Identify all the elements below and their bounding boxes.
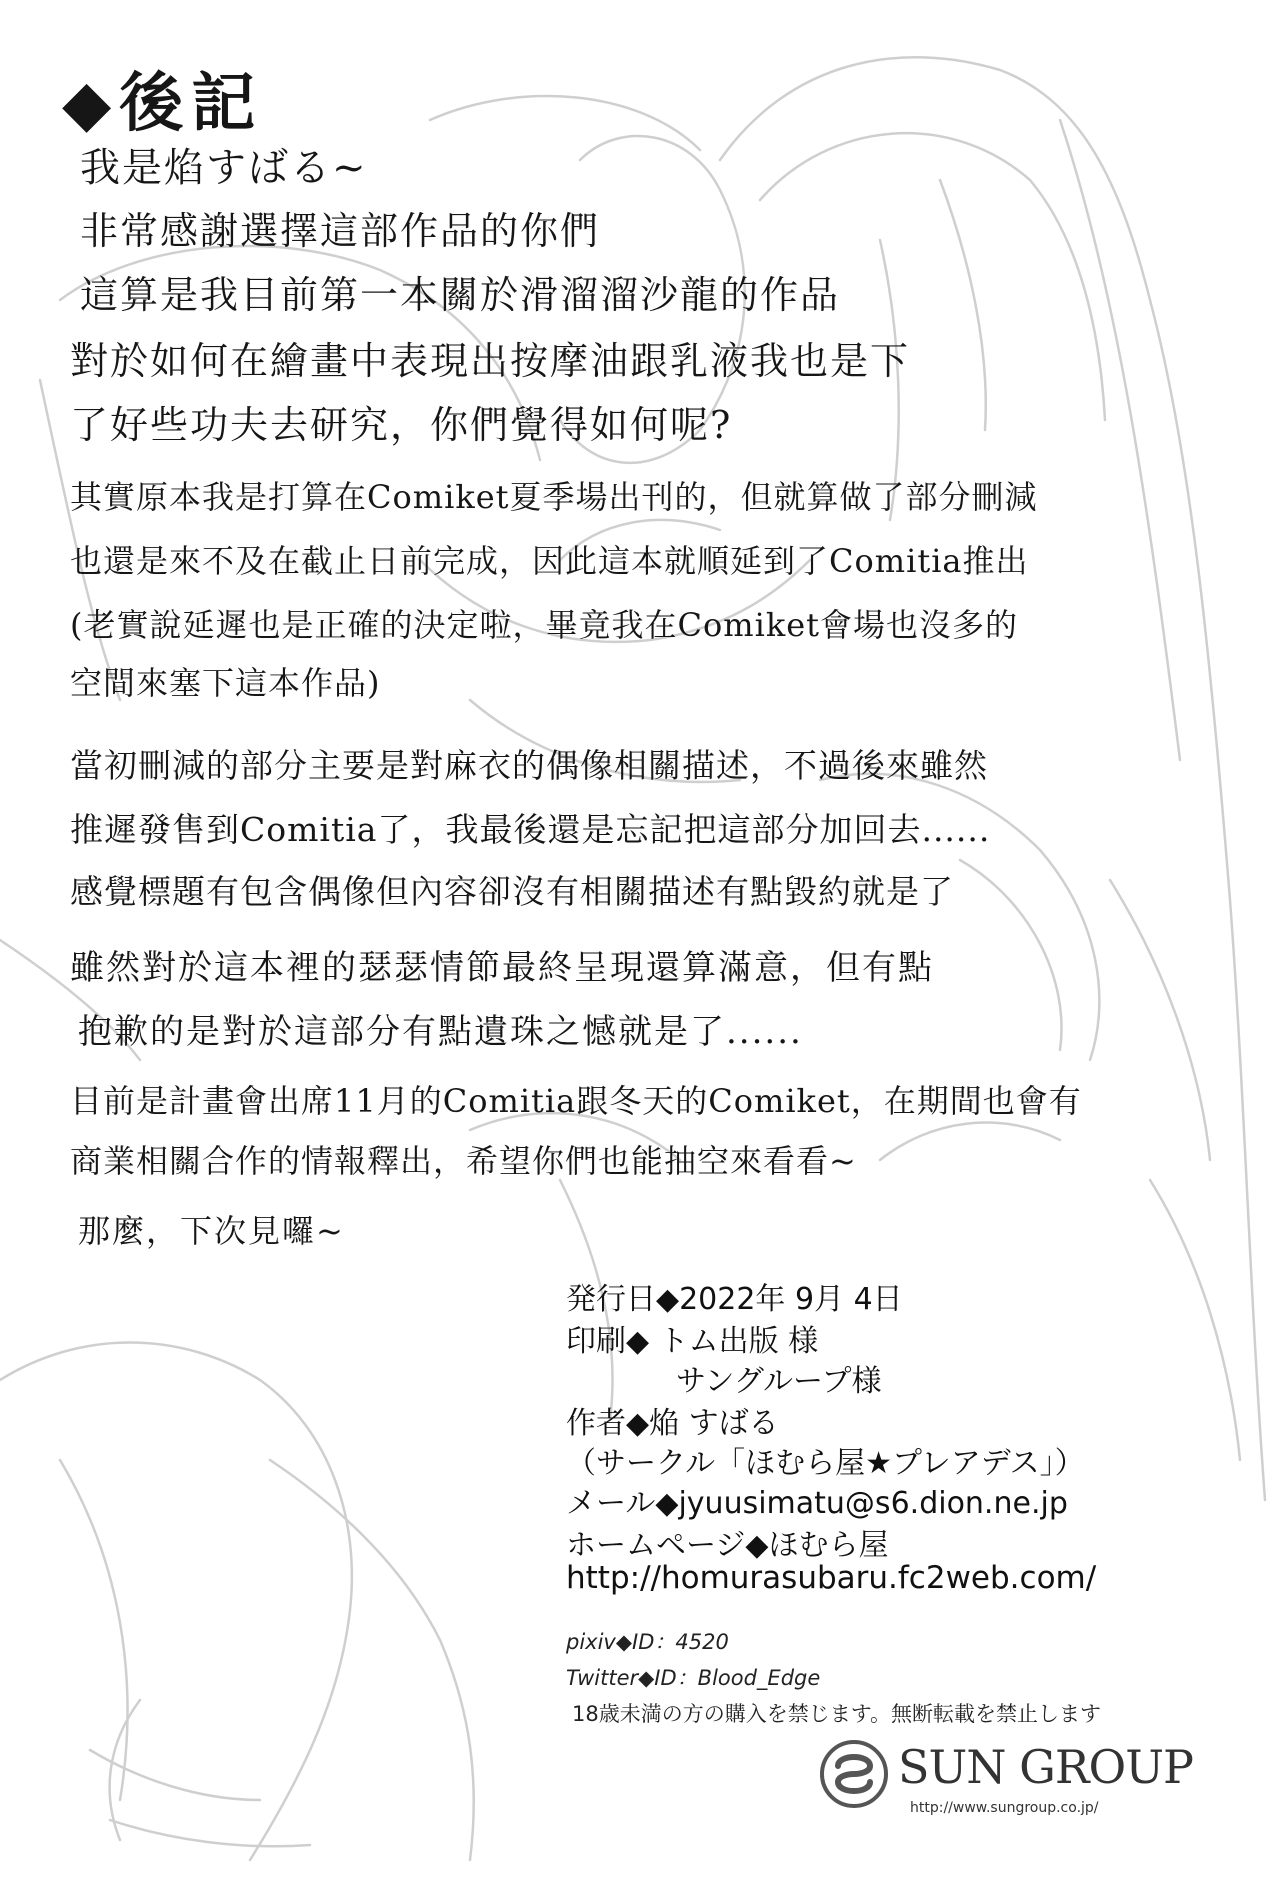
afterword-line: 其實原本我是打算在Comiket夏季場出刊的，但就算做了部分刪減 — [70, 478, 1038, 516]
homepage: ホームページ◆ほむら屋 — [566, 1528, 889, 1563]
afterword-line: 空間來塞下這本作品) — [70, 664, 381, 702]
afterword-line: 抱歉的是對於這部分有點遺珠之憾就是了...... — [78, 1012, 803, 1052]
afterword-heading: ◆後記 — [62, 66, 264, 141]
afterword-line: 這算是我目前第一本關於滑溜溜沙龍的作品 — [80, 273, 841, 317]
age-notice: 18歳未満の方の購入を禁じます。無断転載を禁止します — [572, 1702, 1102, 1726]
afterword-line: 非常感謝選擇這部作品的你們 — [80, 209, 601, 253]
homepage-url[interactable]: http://homurasubaru.fc2web.com/ — [566, 1560, 1097, 1596]
afterword-line: 當初刪減的部分主要是對麻衣的偶像相關描述，不過後來雖然 — [70, 746, 988, 785]
twitter-id: Twitter◆ID：Blood_Edge — [566, 1666, 821, 1690]
afterword-line: 對於如何在繪畫中表現出按摩油跟乳液我也是下 — [70, 339, 911, 383]
sun-group-emblem-icon — [818, 1738, 894, 1814]
logo-wordmark: SUN GROUP — [898, 1740, 1193, 1794]
publish-date: 発行日◆2022年 9月 4日 — [566, 1282, 903, 1317]
circle-name: （サークル「ほむら屋★プレアデス」） — [566, 1446, 1085, 1481]
afterword-intro: 我是焰すばる~ — [80, 145, 368, 191]
sun-group-logo — [818, 1738, 1193, 1830]
afterword-closing: 那麼，下次見囉~ — [78, 1212, 345, 1250]
printer-2: サングループ様 — [676, 1364, 882, 1399]
afterword-line: 商業相關合作的情報釋出，希望你們也能抽空來看看~ — [70, 1142, 857, 1180]
printer-1: 印刷◆ トム出版 様 — [566, 1324, 819, 1359]
afterword-line: 推遲發售到Comitia了，我最後還是忘記把這部分加回去...... — [70, 810, 991, 849]
afterword-line: 也還是來不及在截止日前完成，因此這本就順延到了Comitia推出 — [70, 542, 1029, 580]
afterword-line: (老實說延遲也是正確的決定啦，畢竟我在Comiket會場也沒多的 — [70, 606, 1019, 644]
afterword-line: 感覺標題有包含偶像但內容卻沒有相關描述有點毀約就是了 — [70, 872, 954, 911]
afterword-line: 目前是計畫會出席11月的Comitia跟冬天的Comiket，在期間也會有 — [70, 1082, 1082, 1120]
afterword-line: 了好些功夫去研究，你們覺得如何呢? — [70, 403, 733, 447]
logo-url: http://www.sungroup.co.jp/ — [910, 1800, 1099, 1816]
mail-address: メール◆jyuusimatu@s6.dion.ne.jp — [566, 1486, 1068, 1521]
afterword-line: 雖然對於這本裡的瑟瑟情節最終呈現還算滿意，但有點 — [70, 948, 934, 988]
author: 作者◆焔 すばる — [566, 1406, 779, 1441]
pixiv-id: pixiv◆ID：4520 — [566, 1630, 729, 1654]
